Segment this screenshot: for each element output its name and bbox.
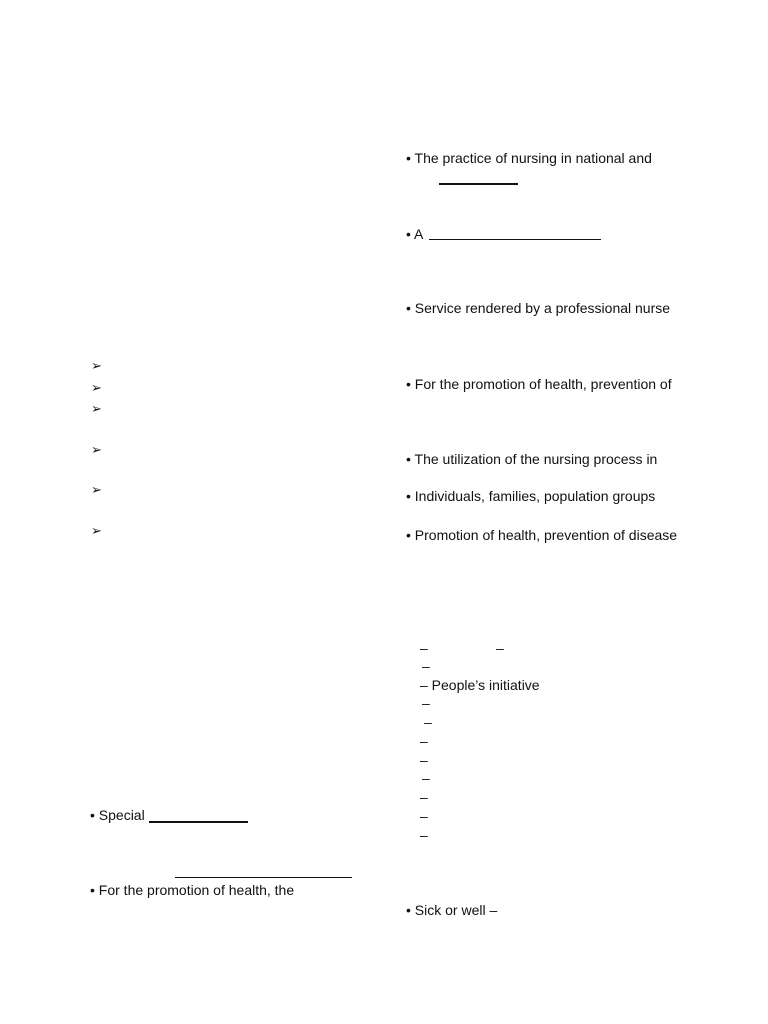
dash-item: – [496,640,504,656]
arrow-bullet-icon: ➢ [91,359,102,374]
blank-line-practice [439,183,518,185]
dash-item: – [420,752,428,768]
left-item-promotion: • For the promotion of health, the [90,882,295,898]
dash-item-peoples-initiative: – People’s initiative [420,677,540,693]
arrow-bullet-icon: ➢ [91,483,102,498]
blank-line-special [149,821,248,823]
dash-item: – [424,714,432,730]
arrow-bullet-icon: ➢ [91,402,102,417]
right-item-nursing-process: • The utilization of the nursing process in [406,451,658,467]
right-item-promotion: • For the promotion of health, prevention of [406,376,672,392]
dash-item: – [420,733,428,749]
dash-item: – [422,695,430,711]
right-item-service: • Service rendered by a professional nurse [406,300,671,316]
blank-line-promotion [175,877,352,878]
dash-item: – [420,827,428,843]
arrow-bullet-icon: ➢ [91,524,102,539]
right-item-sick-or-well: • Sick or well – [406,902,498,918]
arrow-bullet-icon: ➢ [91,381,102,396]
left-item-special: • Special [90,807,145,823]
right-item-practice: • The practice of nursing in national and [406,150,652,166]
dash-item: – [422,658,430,674]
blank-line-a [429,239,601,240]
right-item-promotion-disease: • Promotion of health, prevention of disease [406,527,678,543]
right-item-a: • A [406,226,424,242]
dash-item: – [422,770,430,786]
dash-item: – [420,808,428,824]
right-item-individuals: • Individuals, families, population groups [406,488,656,504]
arrow-bullet-icon: ➢ [91,443,102,458]
dash-item: – [420,640,428,656]
dash-item: – [420,789,428,805]
